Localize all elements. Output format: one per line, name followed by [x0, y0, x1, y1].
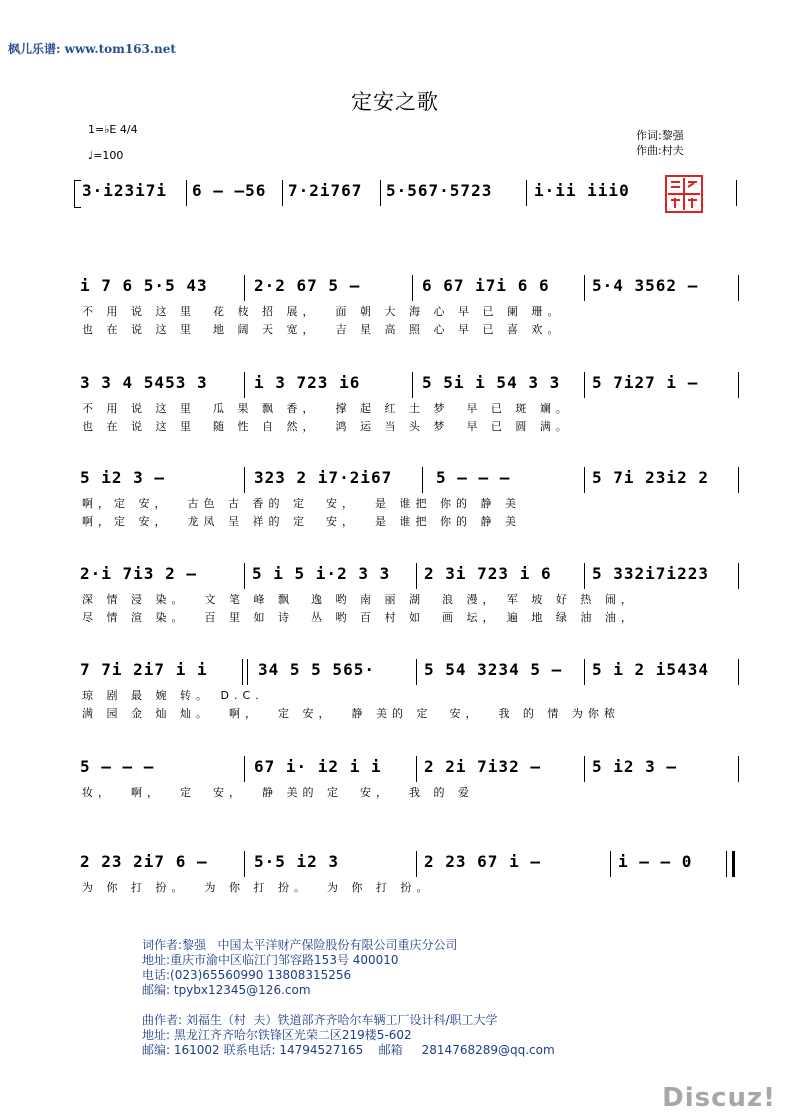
lyric-line-1: 不 用 说 这 里 瓜 果 飘 香， 撑 起 红 土 梦 早 已 斑 斓。: [82, 402, 572, 415]
measure: 67 i· i2 i i: [254, 757, 382, 776]
measure: 5 332i7i223: [592, 564, 709, 583]
measure: 5·5 i2 3: [254, 852, 340, 871]
staff-row-1: [74, 271, 746, 341]
staff-row-7: [74, 847, 746, 899]
measure: 6 67 i7i 6 6: [422, 276, 550, 295]
measure: 2 23 67 i –: [424, 852, 541, 871]
site-header[interactable]: 枫儿乐谱: www.tom163.net: [8, 42, 176, 56]
staff-row-2: [74, 368, 746, 438]
lyric-line-2: 尽 情 渲 染。 百 里 如 诗 丛 哟 百 村 如 画 坛， 遍 地 绿 油 油，: [82, 611, 637, 624]
tempo-marking: ♩=100: [88, 149, 124, 162]
measure: 5 54 3234 5 –: [424, 660, 563, 679]
contact-line: 曲作者: 刘福生（村 夫）铁道部齐齐哈尔车辆工厂设计科/职工大学: [142, 1013, 498, 1027]
lyric-line-1: 妆， 啊， 定 安， 静 美的 定 安， 我 的 爱: [82, 786, 474, 799]
contact-line: [142, 998, 555, 1013]
contact-line: 电话:(023)65560990 13808315256: [142, 968, 352, 982]
measure: 323 2 i7·2i67: [254, 468, 393, 487]
lyric-line-2: 也 在 说 这 里 随 性 自 然， 鸿 运 当 头 梦 早 已 圆 满。: [82, 420, 572, 433]
measure: 5 5i i 54 3 3: [422, 373, 561, 392]
lyric-line-1: 不 用 说 这 里 花 枝 招 展， 面 朝 大 海 心 早 已 阑 珊。: [82, 305, 564, 318]
measure: 5·4 3562 –: [592, 276, 699, 295]
lyric-line-1: 琼 剧 最 婉 转。 D.C.: [82, 689, 264, 702]
measure: 5 i 5 i·2 3 3: [252, 564, 391, 583]
contact-line: 邮编: tpybx12345@126.com: [142, 983, 311, 997]
contact-line: 邮编: 161002 联系电话: 14794527165 邮箱 2814768289@qq.com: [142, 1043, 555, 1057]
measure: 5 7i27 i –: [592, 373, 699, 392]
contact-line: 地址: 黑龙江齐齐哈尔铁锋区光荣二区219楼5-602: [142, 1028, 412, 1042]
measure: 3 3 4 5453 3: [80, 373, 208, 392]
contact-info: [142, 938, 555, 1058]
lyric-line-2: 啊，定 安， 龙凤 呈 祥的 定 安， 是 谁把 你的 静 美: [82, 515, 521, 528]
key-tempo-block: [88, 122, 138, 164]
lyric-line-2: 满 园 金 灿 灿。 啊， 定 安， 静 美的 定 安， 我 的 情 为你秾: [82, 707, 620, 720]
measure: 2 23 2i7 6 –: [80, 852, 208, 871]
measure: 5·567·5723: [386, 181, 493, 200]
staff-row-3: [74, 463, 746, 533]
measure: i 7 6 5·5 43: [80, 276, 208, 295]
measure: 5 7i 23i2 2: [592, 468, 709, 487]
staff-row-6: [74, 752, 746, 804]
watermark-logo: Discuz!: [662, 1083, 776, 1113]
lyricist-credit: 作词:黎强: [636, 129, 684, 142]
composer-credit: 作曲:村夫: [636, 144, 684, 157]
measure: 7·2i767: [288, 181, 363, 200]
measure: 5 – – –: [80, 757, 155, 776]
lyric-line-1: 啊，定 安， 古色 古 香的 定 安， 是 谁把 你的 静 美: [82, 497, 521, 510]
lyric-line-1: 为 你 打 扮。 为 你 打 扮。 为 你 打 扮。: [82, 881, 433, 894]
measure: 5 i 2 i5434: [592, 660, 709, 679]
measure: 5 i2 3 –: [80, 468, 166, 487]
time-signature: 4/4: [119, 123, 138, 136]
key-signature: 1=♭E: [88, 123, 117, 136]
measure: 5 – – –: [436, 468, 511, 487]
staff-row-intro: [74, 176, 746, 216]
lyric-line-1: 深 情 浸 染。 文 笔 峰 飘 逸 哟 南 丽 湖 浪 漫， 军 坡 好 热 闹，: [82, 593, 637, 606]
measure: i·ii iii0: [534, 181, 630, 200]
measure: 2·2 67 5 –: [254, 276, 361, 295]
measure: 2·i 7i3 2 –: [80, 564, 197, 583]
credits: [636, 128, 684, 158]
measure: i 3 723 i6: [254, 373, 361, 392]
measure: 34 5 5 565·: [258, 660, 375, 679]
measure: 3·i23i7i: [82, 181, 168, 200]
measure: 2 3i 723 i 6: [424, 564, 552, 583]
measure: 5 i2 3 –: [592, 757, 678, 776]
contact-line: 地址:重庆市渝中区临江门邹容路153号 400010: [142, 953, 399, 967]
measure: 6 – –56: [192, 181, 267, 200]
staff-row-5: [74, 655, 746, 725]
measure: i – – 0: [618, 852, 693, 871]
contact-line: 词作者:黎强 中国太平洋财产保险股份有限公司重庆分公司: [142, 938, 458, 952]
measure: 7 7i 2i7 i i: [80, 660, 208, 679]
staff-row-4: [74, 559, 746, 629]
measure: 2 2i 7i32 –: [424, 757, 541, 776]
lyric-line-2: 也 在 说 这 里 地 阔 天 宽， 吉 星 高 照 心 早 已 喜 欢。: [82, 323, 564, 336]
song-title: 定安之歌: [351, 90, 439, 114]
